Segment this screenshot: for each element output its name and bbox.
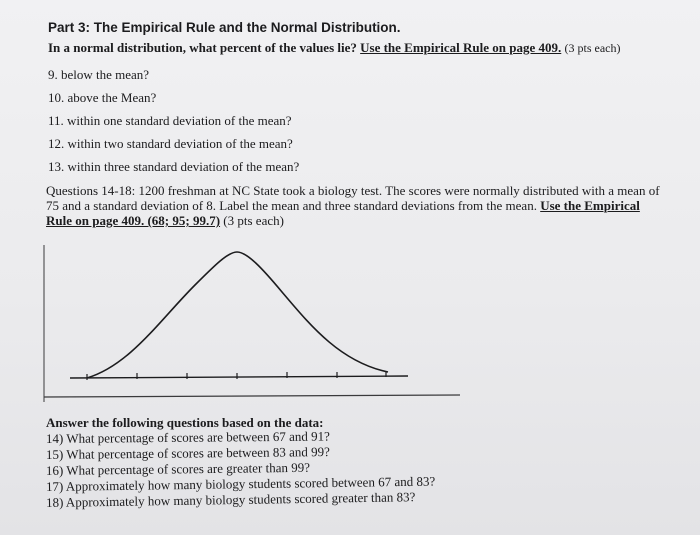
question-9: 9. below the mean? — [48, 67, 150, 82]
part-title: Part 3: The Empirical Rule and the Normal Distribution. — [48, 20, 401, 35]
question-11: 11. within one standard deviation of the mean? — [48, 113, 292, 128]
bell-curve — [87, 252, 388, 378]
prompt-bold: In a normal distribution, what percent of the values lie? — [48, 40, 357, 55]
question-17: 17) Approximately how many biology students scored between 67 and 83? — [45, 473, 436, 494]
question-15: 15) What percentage of scores are between 83 and 99? — [45, 444, 330, 462]
scenario-text: 75 and a standard deviation of 8. Label the mean and three standard deviations from the mean. — [46, 198, 537, 213]
scenario-points: (3 pts each) — [223, 213, 284, 228]
question-16: 16) What percentage of scores are greater than 99? — [45, 459, 311, 478]
answer-heading: Answer the following questions based on the data: — [46, 415, 324, 430]
prompt-points: (3 pts each) — [564, 41, 621, 55]
curve-baseline-axis — [70, 376, 408, 378]
question-12: 12. within two standard deviation of the mean? — [48, 136, 293, 151]
question-14: 14) What percentage of scores are between 67 and 91? — [45, 428, 330, 446]
figure-bottom-border — [44, 395, 460, 397]
scenario-rule-link-2[interactable]: Rule on page 409. (68; 95; 99.7) — [46, 213, 221, 228]
question-18: 18) Approximately how many biology students scored greater than 83? — [45, 489, 416, 510]
empirical-rule-link[interactable]: Use the Empirical Rule on page 409. — [360, 40, 562, 55]
scenario-line-1: Questions 14-18: 1200 freshman at NC State took a biology test. The scores were normally distributed with a mean of — [46, 183, 660, 198]
question-10: 10. above the Mean? — [48, 90, 157, 105]
scenario-rule-link[interactable]: Use the Empirical — [540, 198, 640, 213]
question-13: 13. within three standard deviation of the mean? — [48, 159, 300, 174]
